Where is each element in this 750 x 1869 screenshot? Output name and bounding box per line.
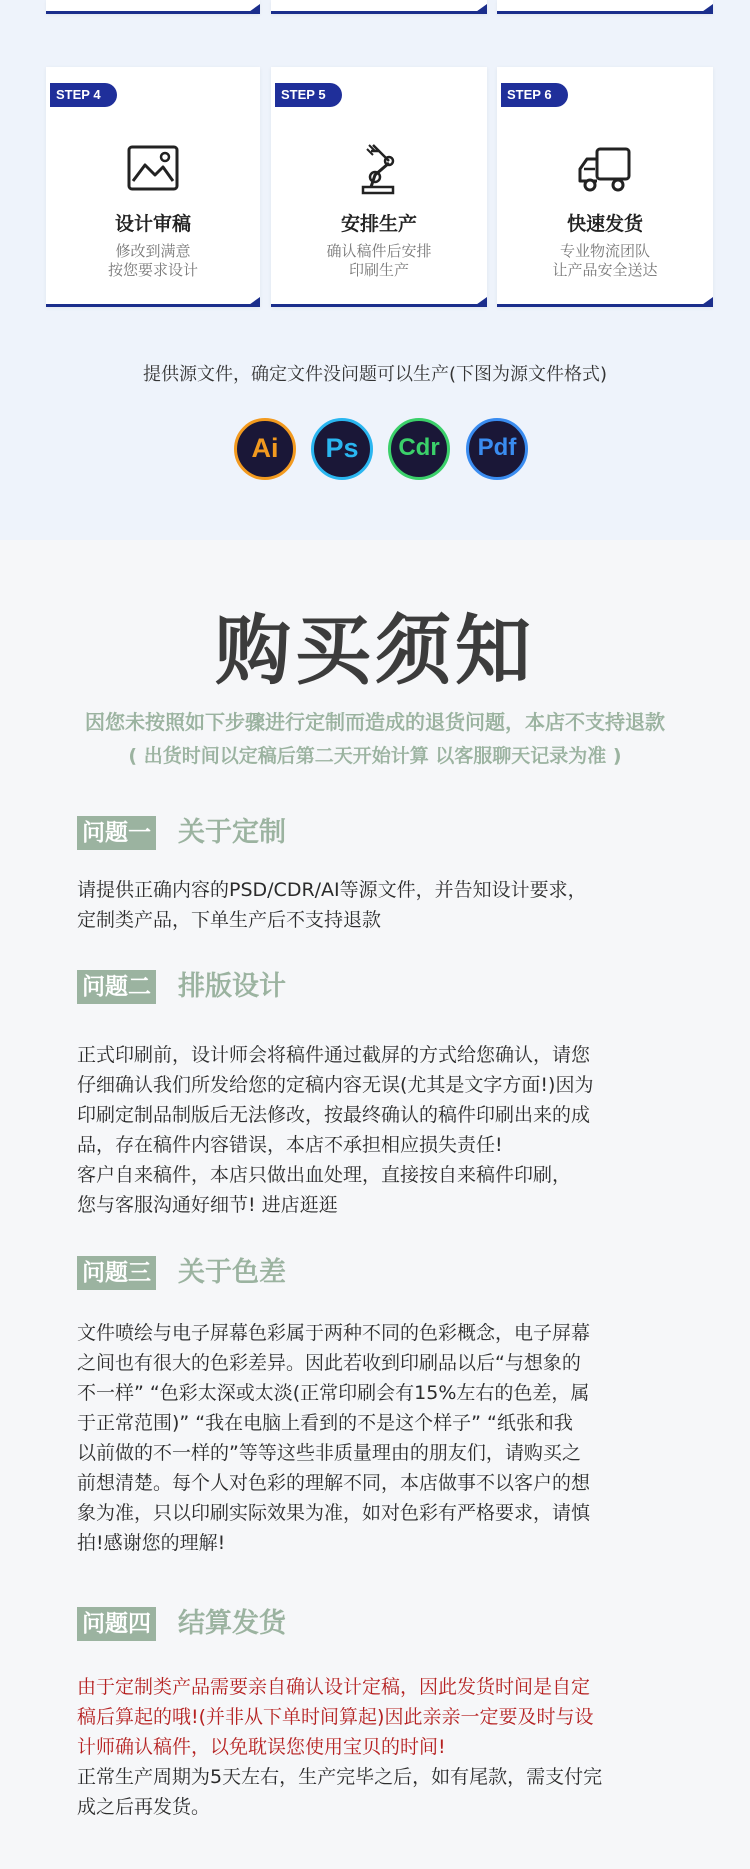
step-title: 设计审稿 [114,213,191,235]
answer-line: 不一样” “色彩太深或太淡(正常印刷会有15%左右的色差，属 [77,1382,590,1404]
step-desc-line: 按您要求设计 [107,261,198,279]
answer-line: 品，存在稿件内容错误，本店不承担相应损失责任! [77,1134,503,1156]
warning-line: 由于定制类产品需要亲自确认设计定稿，因此发货时间是自定 [77,1676,591,1698]
step-title: 安排生产 [340,213,417,235]
answer-line: 客户自来稿件，本店只做出血处理，直接按自来稿件印刷， [77,1164,572,1186]
truck-icon [575,141,635,197]
card-stub [497,0,713,14]
card-stub [46,0,260,14]
step-badge: STEP 6 [501,83,568,107]
answer-line: 成之后再发货。 [77,1796,211,1818]
question-title: 关于定制 [178,817,286,848]
answer-line: 以前做的不一样的”等等这些非质量理由的朋友们，请购买之 [77,1442,581,1464]
step-description [271,242,487,280]
notice-subtitle-note: ( 出货时间以定稿后第二天开始计算 以客服聊天记录为准 ) [128,745,622,767]
step-desc-line: 确认稿件后安排 [326,242,432,260]
step-description [46,242,260,280]
cdr-format-icon: Cdr [388,418,450,480]
question-answer [77,1318,677,1558]
step-card-design-review [46,67,260,307]
answer-line: 于正常范围)” “我在电脑上看到的不是这个样子” “纸张和我 [77,1412,573,1434]
answer-line: 定制类产品，下单生产后不支持退款 [77,909,382,931]
step-description [497,242,713,280]
answer-line: 前想清楚。每个人对色彩的理解不同，本店做事不以客户的想 [77,1472,591,1494]
answer-line: 您与客服沟通好细节! 进店逛逛 [77,1194,338,1216]
answer-line: 印刷定制品制版后无法修改，按最终确认的稿件印刷出来的成 [77,1104,591,1126]
ai-format-icon: Ai [234,418,296,480]
pdf-format-icon: Pdf [466,418,528,480]
step-badge: STEP 4 [50,83,117,107]
question-title: 关于色差 [178,1257,286,1288]
step-desc-line: 专业物流团队 [559,242,650,260]
process-section [0,0,750,540]
step-desc-line: 让产品安全送达 [552,261,658,279]
source-file-note: 提供源文件，确定文件没问题可以生产(下图为源文件格式) [142,364,608,385]
question-answer [77,875,677,935]
step-desc-line: 印刷生产 [348,261,409,279]
question-tag: 问题三 [77,1256,156,1290]
question-title: 结算发货 [178,1608,286,1639]
question-answer [77,1672,677,1822]
question-answer [77,1040,677,1220]
question-tag: 问题二 [77,970,156,1004]
question-title: 排版设计 [178,971,286,1002]
answer-line: 仔细确认我们所发给您的定稿内容无误(尤其是文字方面!)因为 [77,1074,594,1096]
image-frame-icon [123,141,183,197]
notice-subtitle: 因您未按照如下步骤进行定制而造成的退货问题，本店不支持退款 [85,710,665,734]
step-card-shipping [497,67,713,307]
step-card-production [271,67,487,307]
question-tag: 问题四 [77,1607,156,1641]
answer-line: 之间也有很大的色彩差异。因此若收到印刷品以后“与想象的 [77,1352,581,1374]
answer-line: 象为准，只以印刷实际效果为准，如对色彩有严格要求，请慎 [77,1502,591,1524]
robot-arm-icon [349,141,409,197]
answer-line: 文件喷绘与电子屏幕色彩属于两种不同的色彩概念，电子屏幕 [77,1322,591,1344]
notice-title: 购买须知 [215,606,535,695]
card-stub [271,0,487,14]
answer-line: 正常生产周期为5天左右，生产完毕之后，如有尾款，需支付完 [77,1766,603,1788]
question-tag: 问题一 [77,816,156,850]
step-desc-line: 修改到满意 [115,242,191,260]
step-title: 快速发货 [566,213,643,235]
ps-format-icon: Ps [311,418,373,480]
answer-line: 请提供正确内容的PSD/CDR/AI等源文件，并告知设计要求， [77,879,587,901]
warning-line: 稿后算起的哦!(并非从下单时间算起)因此亲亲一定要及时与设 [77,1706,594,1728]
step-badge: STEP 5 [275,83,342,107]
answer-line: 拍!感谢您的理解! [77,1532,226,1554]
answer-line: 正式印刷前，设计师会将稿件通过截屏的方式给您确认，请您 [77,1044,591,1066]
warning-line: 计师确认稿件，以免耽误您使用宝贝的时间! [77,1736,446,1758]
